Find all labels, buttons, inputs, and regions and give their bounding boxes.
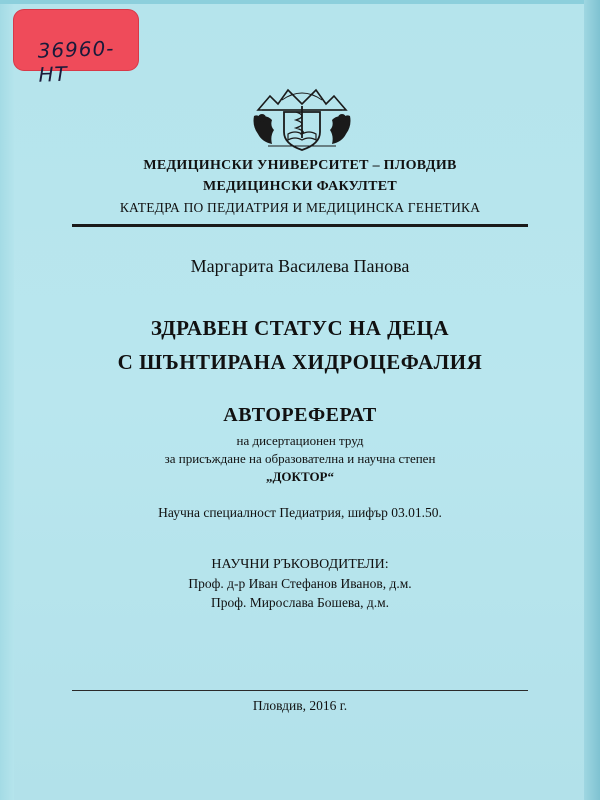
thesis-title-line-1: ЗДРАВЕН СТАТУС НА ДЕЦА xyxy=(150,316,450,340)
scientific-specialty: Научна специалност Педиатрия, шифър 03.01.50. xyxy=(158,505,442,520)
supervisors-heading: НАУЧНИ РЪКОВОДИТЕЛИ: xyxy=(211,557,389,572)
faculty-name: МЕДИЦИНСКИ ФАКУЛТЕТ xyxy=(202,179,398,194)
header-divider xyxy=(72,224,528,227)
place-and-year: Пловдив, 2016 г. xyxy=(252,698,348,713)
supervisor-1: Проф. д-р Иван Стефанов Иванов, д.м. xyxy=(188,576,412,591)
document-description-line-2: за присъждане на образователна и научна степен xyxy=(164,451,436,466)
cover-text-block xyxy=(60,0,540,800)
stamp-code: 36960-НТ xyxy=(37,36,115,87)
document-description-line-1: на дисертационен труд xyxy=(236,433,364,448)
supervisor-2: Проф. Мирослава Бошева, д.м. xyxy=(210,595,390,610)
university-name: МЕДИЦИНСКИ УНИВЕРСИТЕТ – ПЛОВДИВ xyxy=(143,158,457,173)
document-type: АВТОРЕФЕРАТ xyxy=(223,404,377,426)
footer-divider xyxy=(72,690,528,691)
cover-right-edge xyxy=(584,0,600,800)
department-name: КАТЕДРА ПО ПЕДИАТРИЯ И МЕДИЦИНСКА ГЕНЕТИКА xyxy=(119,200,481,215)
degree-name: „ДОКТОР“ xyxy=(265,469,335,484)
thesis-title-line-2: С ШЪНТИРАНА ХИДРОЦЕФАЛИЯ xyxy=(117,350,483,374)
cover-left-edge xyxy=(0,0,14,800)
author-name: Маргарита Василева Панова xyxy=(190,256,410,276)
